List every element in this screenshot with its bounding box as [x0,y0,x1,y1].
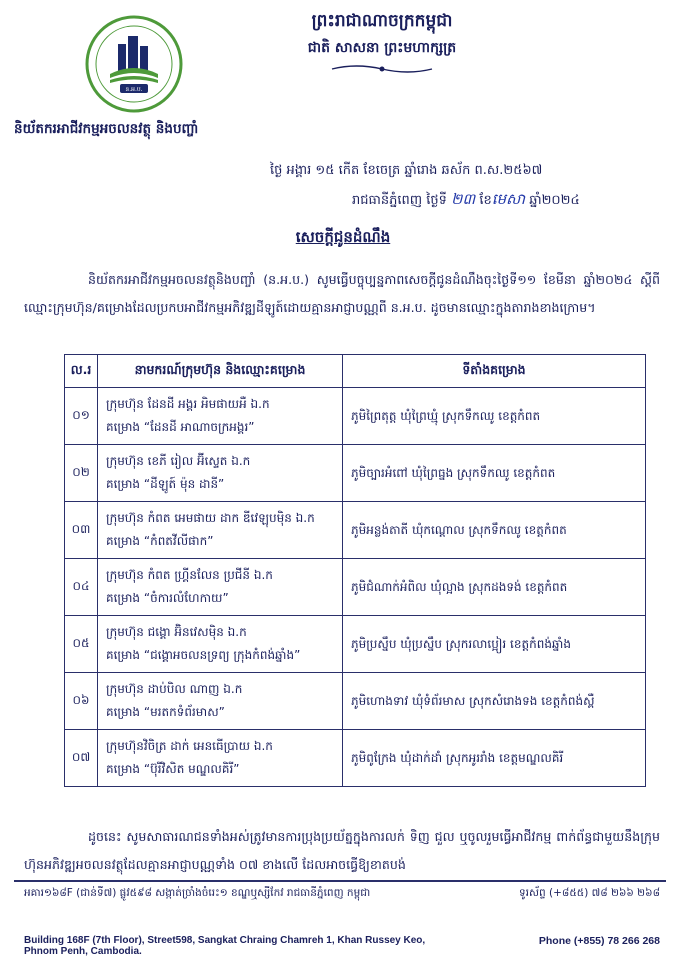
project-name: គម្រោង “ចំការលំហែកាយ” [106,591,229,605]
project-location: ភូមិច្បារអំពៅ ឃុំព្រៃធ្នង ស្រុកទឹកឈូ ខេត្តកំពត [343,445,646,502]
row-number: ០៦ [65,673,98,730]
ornament-divider [330,62,434,76]
table-row [65,388,646,445]
company-project-cell [98,616,343,673]
company-name: ក្រុមហ៊ុនវិចិត្រ ដាក់ អេនធើប្រាយ ឯ.ក [106,739,273,753]
project-location: ភូមិពូក្រែង ឃុំដាក់ដាំ ស្រុកអូររាំង ខេត្តមណ្ឌលគិរី [343,730,646,787]
table-row [65,559,646,616]
company-name: ក្រុមហ៊ុន ដែនដី អង្គរ អិមផាយអឺ ឯ.ក [106,397,270,411]
solar-date [352,190,672,212]
project-location: ភូមិអន្លង់តាតី ឃុំកណ្ដោល ស្រុកទឹកឈូ ខេត្តកំពត [343,502,646,559]
agency-name: និយ័តករអាជីវកម្មអចលនវត្ថុ និងបញ្ចាំ [14,121,199,137]
logo-abbreviation: ន.អ.ប. [125,86,143,93]
project-location: ភូមិជំណាក់អំពិល ឃុំល្អាង ស្រុកដងទង់ ខេត្តកំពត [343,559,646,616]
table-row [65,730,646,787]
closing-paragraph: ដូចនេះ សូមសាធារណជនទាំងអស់ត្រូវមានការប្រុងប្រយ័ត្នក្នុងការលក់ ទិញ ជួល ឬចូលរួមធ្វើអាជីវកម្ម ពាក់ព័ន្ធជាមួយនឹងក្រុមហ៊ុនអភិវឌ្ឍអចលនវត្ថុដែលគ្មានអាជ្ញាបណ្ណទាំង ០៧ ខាងលើ ដែលអាចធ្វើឱ្យខាតបង់ [24,829,660,872]
intro-paragraph: និយ័តករអាជីវកម្មអចលនវត្ថុនិងបញ្ចាំ (ន.អ.ប.) សូមធ្វើបច្ចុប្បន្នភាពសេចក្ដីជូនដំណឹងចុះថ្ងៃទី១១ ខែមីនា ឆ្នាំ២០២៤ ស្ដីពីឈ្មោះក្រុមហ៊ុន/គម្រោងដែលប្រកបអាជីវកម្មអភិវឌ្ឍដីឡូត៍ដោយគ្មានអាជ្ញាបណ្ណពី ន.អ.ប. ដូចមានឈ្មោះក្នុងតារាងខាងក្រោម។ [24,272,660,315]
company-name: ក្រុមហ៊ុន ខេភី រៀល អ៊ីស្ទេត ឯ.ក [106,454,251,468]
project-location: ភូមិព្រៃតុត្ដ ឃុំព្រៃឃ្មុំ ស្រុកទឹកឈូ ខេត្តកំពត [343,388,646,445]
solar-date-prefix: រាជធានីភ្នំពេញ ថ្ងៃទី [352,193,447,208]
table-row [65,616,646,673]
row-number: ០៤ [65,559,98,616]
footer-phone-english: Phone (+855) 78 266 268 [538,935,660,947]
project-location: ភូមិហោងទាវ ឃុំទំព័រមាស ស្រុកសំរោងទង ខេត្តកំពង់ស្ពឺ [343,673,646,730]
regulator-logo [84,14,184,114]
table-row [65,673,646,730]
company-project-cell [98,559,343,616]
footer-address-khmer: អគារ១៦៨F (ជាន់ទី៧) ផ្លូវ៥៩៨ សង្កាត់ច្រាំងចំរេះ១ ខណ្ឌឬស្សីកែវ រាជធានីភ្នំពេញ កម្ពុជា [24,887,371,899]
footer-address-english: Building 168F (7th Floor), Street598, Sangkat Chraing Chamreh 1, Khan Russey Keo, Phnom Penh, Cambodia. [24,935,426,957]
solar-month: មេសា [491,190,526,208]
project-name: គម្រោង “ដីឡូត៍ ម៉ុន ដានី” [106,477,225,491]
footer-divider [14,880,666,882]
footer-phone-khmer: ទូរស័ព្ទ (+៨៥៥) ៧៨ ២៦៦ ២៦៨ [519,887,660,899]
project-name: គម្រោង “ដែនដី អាណាចក្រអង្គរ” [106,420,255,434]
company-name: ក្រុមហ៊ុន កំពត អេមផាយ ដាក ឌីវេឡុបម៉ិន ឯ.ក [106,511,315,525]
company-project-cell [98,730,343,787]
company-name: ក្រុមហ៊ុន កំពត ហ្គ្រីនលែន ប្រជីនី ឯ.ក [106,568,273,582]
kingdom-title: ព្រះរាជាណាចក្រកម្ពុជា [311,11,453,31]
project-name: គម្រោង “ប៊ុរីវិសិត មណ្ឌលគិរី” [106,762,240,776]
table-row [65,445,646,502]
row-number: ០១ [65,388,98,445]
row-number: ០៣ [65,502,98,559]
header-location: ទីតាំងគម្រោង [343,355,646,388]
project-name: គម្រោង “កំពតវីលីផាក” [106,534,214,548]
lunar-date: ថ្ងៃ អង្គារ ១៥ កើត ខែចេត្រ ឆ្នាំរោង ឆស័ក ព.ស.២៥៦៧ [270,163,543,178]
company-name: ក្រុមហ៊ុន ជង្គោ អ៊ិនវេសម៉ិន ឯ.ក [106,625,247,639]
company-name: ក្រុមហ៊ុន ដាប់បិល ណាញ ឯ.ក [106,682,243,696]
solar-month-label: ខែ [479,193,492,208]
unlicensed-projects-table [64,354,646,787]
company-project-cell [98,673,343,730]
solar-year: ឆ្នាំ២០២៤ [529,193,580,208]
project-name: គម្រោង “មរតកទំព័រមាស” [106,705,225,719]
project-location: ភូមិប្រស្នឹប ឃុំប្រស្នឹប ស្រុករលាប្អៀរ ខេត្តកំពង់ឆ្នាំង [343,616,646,673]
row-number: ០២ [65,445,98,502]
header-company-project: នាមករណ៍ក្រុមហ៊ុន និងឈ្មោះគម្រោង [98,355,343,388]
national-motto: ជាតិ សាសនា ព្រះមហាក្សត្រ [307,40,457,56]
company-project-cell [98,445,343,502]
solar-day: ២៣ [451,190,476,208]
row-number: ០៧ [65,730,98,787]
table-header-row [65,355,646,388]
document-title: សេចក្ដីជូនដំណឹង [295,228,391,246]
project-name: គម្រោង “ជង្គោអចលនទ្រព្យ ក្រុងកំពង់ឆ្នាំង” [106,648,301,662]
company-project-cell [98,502,343,559]
table-row [65,502,646,559]
row-number: ០៥ [65,616,98,673]
company-project-cell [98,388,343,445]
header-number: ល.រ [65,355,98,388]
